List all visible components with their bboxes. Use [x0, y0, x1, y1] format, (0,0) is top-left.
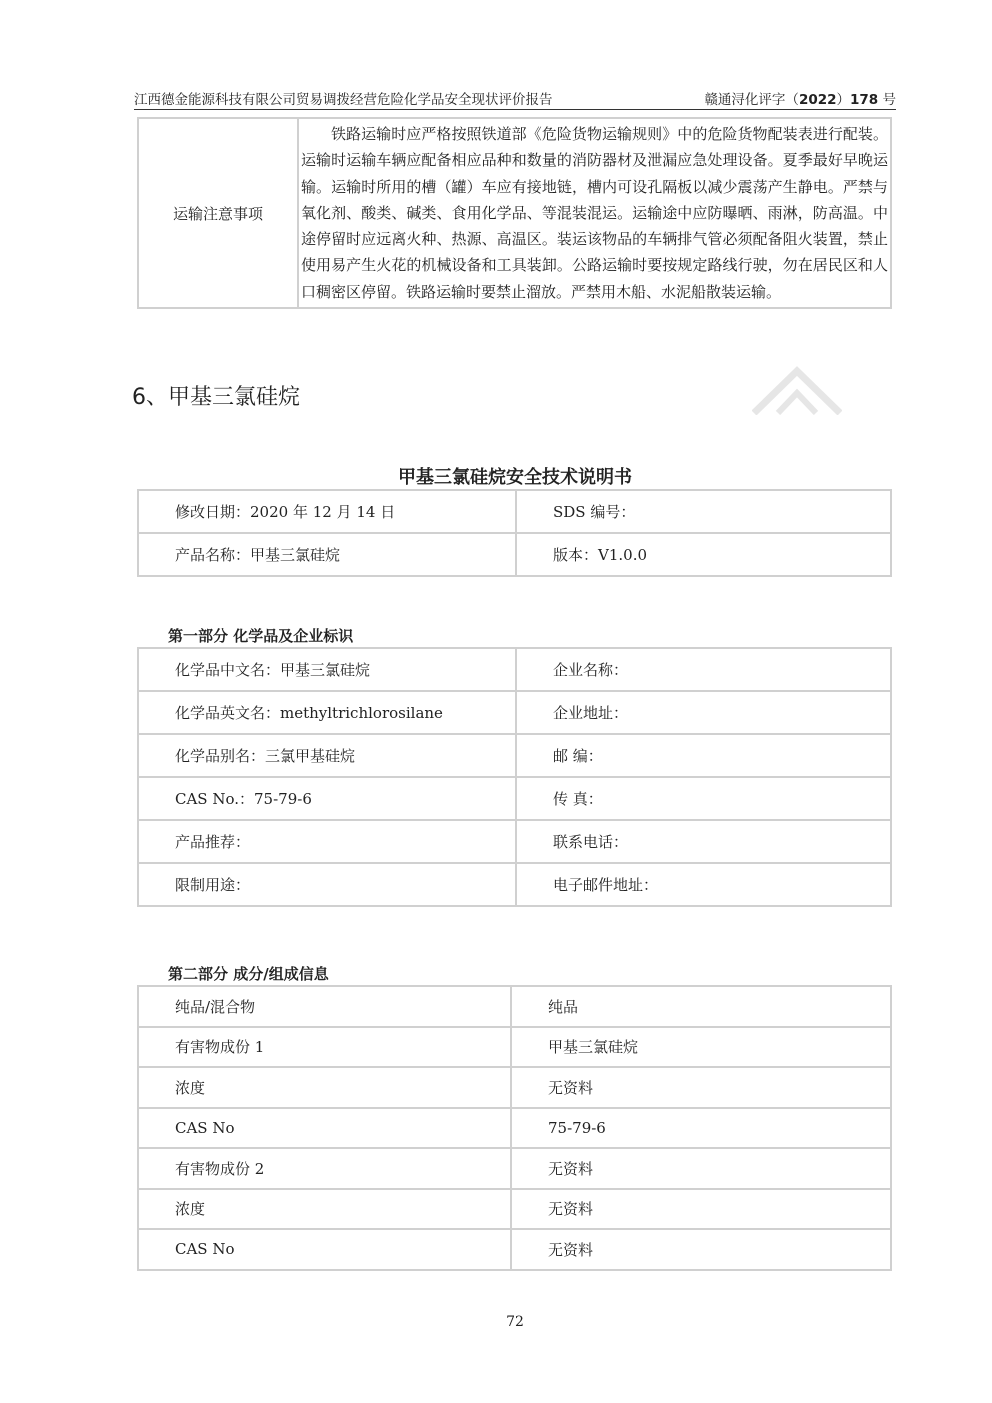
table-cell: 浓度 — [138, 1067, 511, 1108]
report-number-suffix: 号 — [878, 92, 896, 108]
table-row — [138, 863, 891, 906]
table-cell: 电子邮件地址： — [516, 863, 891, 906]
table-row — [138, 1027, 891, 1068]
report-number-mid: ） — [836, 92, 851, 108]
table-cell: 无资料 — [511, 1067, 891, 1108]
report-number-prefix: 赣通浔化评字（ — [704, 92, 799, 108]
header-divider — [134, 109, 896, 110]
table-cell: CAS No.：75-79-6 — [138, 777, 516, 820]
table-cell: 纯品 — [511, 986, 891, 1027]
product-name: 产品名称：甲基三氯硅烷 — [138, 533, 516, 576]
table-row — [138, 986, 891, 1027]
table-row — [138, 1229, 891, 1270]
table-cell: 无资料 — [511, 1148, 891, 1189]
table-cell: 纯品/混合物 — [138, 986, 511, 1027]
transport-text-cell — [298, 118, 891, 308]
table-cell: 企业地址： — [516, 691, 891, 734]
composition-table — [137, 985, 892, 1271]
sds-title: 甲基三氯硅烷安全技术说明书 — [398, 467, 632, 488]
table-cell: 企业名称： — [516, 648, 891, 691]
table-cell: 限制用途： — [138, 863, 516, 906]
transport-table — [137, 117, 892, 309]
table-cell: CAS No — [138, 1108, 511, 1149]
version: 版本：V1.0.0 — [516, 533, 891, 576]
table-cell: 75-79-6 — [511, 1108, 891, 1149]
transport-text: 铁路运输时应严格按照铁道部《危险货物运输规则》中的危险货物配装表进行配装。运输时运输车辆应配备相应品种和数量的消防器材及泄漏应急处理设备。夏季最好早晚运输。运输时所用的槽（罐）车应有接地链，槽内可设孔隔板以减少震荡产生静电。严禁与氧化剂、酸类、碱类、食用化学品、等混装混运。运输途中应防曝晒、雨淋，防高温。中途停留时应远离火种、热源、高温区。装运该物品的车辆排气管必须配备阻火装置，禁止使用易产生火花的机械设备和工具装卸。公路运输时要按规定路线行驶，勿在居民区和人口稠密区停留。铁路运输时要禁止溜放。严禁用木船、水泥船散装运输。 — [301, 125, 888, 301]
sds-meta-table — [137, 489, 892, 577]
table-cell: 化学品中文名：甲基三氯硅烷 — [138, 648, 516, 691]
report-header-title: 江西德金能源科技有限公司贸易调拨经营危险化学品安全现状评价报告 — [134, 92, 553, 108]
table-row — [138, 1148, 891, 1189]
table-row — [138, 1067, 891, 1108]
part2-title: 第二部分 成分/组成信息 — [168, 965, 329, 983]
table-row — [138, 734, 891, 777]
table-cell: 邮 编： — [516, 734, 891, 777]
table-row — [138, 490, 891, 533]
table-cell: 无资料 — [511, 1189, 891, 1230]
table-row — [138, 648, 891, 691]
transport-row — [138, 118, 891, 308]
table-row — [138, 691, 891, 734]
table-cell: CAS No — [138, 1229, 511, 1270]
table-row — [138, 777, 891, 820]
table-cell: 有害物成份 1 — [138, 1027, 511, 1068]
watermark-logo — [752, 365, 842, 415]
table-row — [138, 1189, 891, 1230]
identification-table — [137, 647, 892, 907]
table-cell: 联系电话： — [516, 820, 891, 863]
table-cell: 化学品英文名：methyltrichlorosilane — [138, 691, 516, 734]
page-number: 72 — [506, 1314, 524, 1330]
table-cell: 甲基三氯硅烷 — [511, 1027, 891, 1068]
report-number — [704, 88, 896, 108]
part1-title: 第一部分 化学品及企业标识 — [168, 627, 354, 645]
table-cell: 传 真： — [516, 777, 891, 820]
table-cell: 有害物成份 2 — [138, 1148, 511, 1189]
table-cell: 无资料 — [511, 1229, 891, 1270]
table-row — [138, 1108, 891, 1149]
table-cell: 产品推荐： — [138, 820, 516, 863]
table-cell: 浓度 — [138, 1189, 511, 1230]
transport-label: 运输注意事项 — [138, 118, 298, 308]
section-title: 6、甲基三氯硅烷 — [132, 385, 300, 410]
report-year: 2022 — [798, 92, 837, 108]
table-cell: 化学品别名：三氯甲基硅烷 — [138, 734, 516, 777]
table-row — [138, 533, 891, 576]
revision-date: 修改日期：2020 年 12 月 14 日 — [138, 490, 516, 533]
sds-number: SDS 编号： — [516, 490, 891, 533]
report-serial: 178 — [850, 92, 879, 108]
table-row — [138, 820, 891, 863]
